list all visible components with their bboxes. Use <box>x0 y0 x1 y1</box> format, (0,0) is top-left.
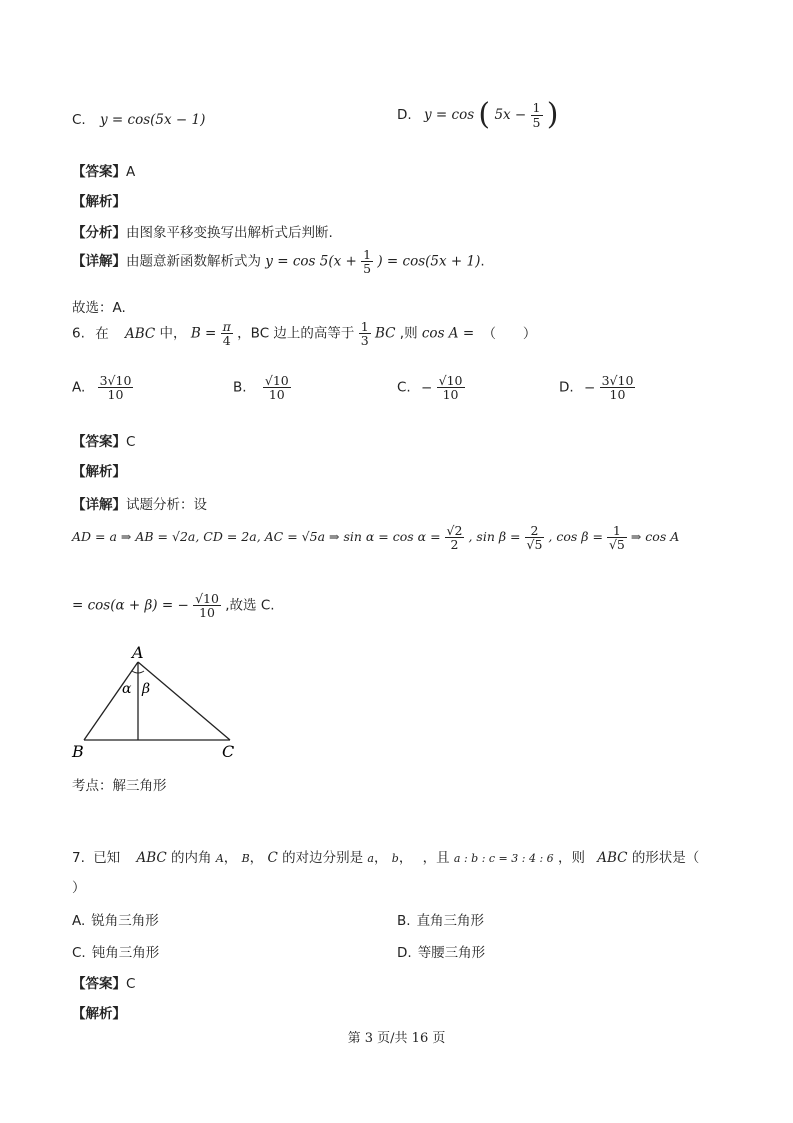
page-footer: 第 3 页/共 16 页 <box>347 1031 446 1046</box>
q7-stem-close: ） <box>72 880 86 896</box>
q7-answer: 【答案】C <box>72 976 136 992</box>
q5-analysis-tag: 【解析】 <box>72 194 126 210</box>
q5-xiangjie: 【详解】由题意新函数解析式为 y = cos 5(x + $\frac{1}{5}$ ) = cos(5x + 1). <box>72 247 485 277</box>
q6-xiangjie: 【详解】试题分析：设 <box>72 497 207 513</box>
vertex-c-label: C <box>222 742 235 761</box>
q7-option-d: D. 等腰三角形 <box>397 945 486 961</box>
q6-analysis-tag: 【解析】 <box>72 464 126 480</box>
q7-option-a: A. 锐角三角形 <box>72 913 159 929</box>
q7-option-c: C. 钝角三角形 <box>72 945 160 961</box>
side-ac <box>138 662 230 740</box>
q7-stem: 7. 已知 ABC 的内角 A， B， C 的对边分别是 a， b， ，且 a : b : c = 3 : 4 : 6 ，则 ABC 的形状是（ <box>72 850 700 866</box>
q6-triangle-figure <box>68 640 248 766</box>
q6-option-b: B. $\frac{√10}{10}$ <box>233 373 289 403</box>
q6-derivation-line1: AD = a ⇒ AB = √2a, CD = 2a, AC = √5a ⇒ sin α = cos α = $\frac{√2}{2}$ , sin β = $\frac{2}{√5}$ , cos β = $\frac{1}{√5}$ ⇒ cos A <box>72 523 680 553</box>
q5-option-c-expr: y = cos(5x − 1) <box>100 112 206 128</box>
q6-option-c: C. − $\frac{√10}{10}$ <box>397 373 463 403</box>
q5-option-d-fraction: $\frac{1}{5}$ <box>532 100 541 130</box>
vertex-b-label: B <box>72 742 84 761</box>
beta-label: β <box>142 681 151 697</box>
q6-option-a: A. $\frac{3√10}{10}$ <box>72 373 132 403</box>
q6-kaodian: 考点：解三角形 <box>72 778 167 794</box>
q5-option-d: D. y = cos ( 5x − $\frac{1}{5}$ ) <box>397 97 559 132</box>
alpha-label: α <box>122 681 132 697</box>
q6-stem: 6. 在 ABC 中， B = $\frac{\pi}{4}$ ，BC 边上的高等于 $\frac{1}{3}$ BC ,则 cos A = （ ） <box>72 319 537 349</box>
q7-analysis-tag: 【解析】 <box>72 1006 126 1022</box>
q5-option-c: C. y = cos(5x − 1) <box>72 112 206 128</box>
q6-option-d: D. − $\frac{3√10}{10}$ <box>559 373 634 403</box>
q6-derivation-line2: = cos(α + β) = − $\frac{√10}{10}$ ,故选 C. <box>72 591 275 621</box>
q7-option-b: B. 直角三角形 <box>397 913 485 929</box>
q5-answer: 【答案】A <box>72 164 136 180</box>
side-ab <box>84 662 138 740</box>
q6-answer: 【答案】C <box>72 434 136 450</box>
q5-fenxi: 【分析】由图象平移变换写出解析式后判断. <box>72 225 333 241</box>
q5-xiangjie-fraction: $\frac{1}{5}$ <box>363 247 372 277</box>
q5-conclusion: 故选：A. <box>72 300 126 316</box>
vertex-a-label: A <box>132 643 144 662</box>
